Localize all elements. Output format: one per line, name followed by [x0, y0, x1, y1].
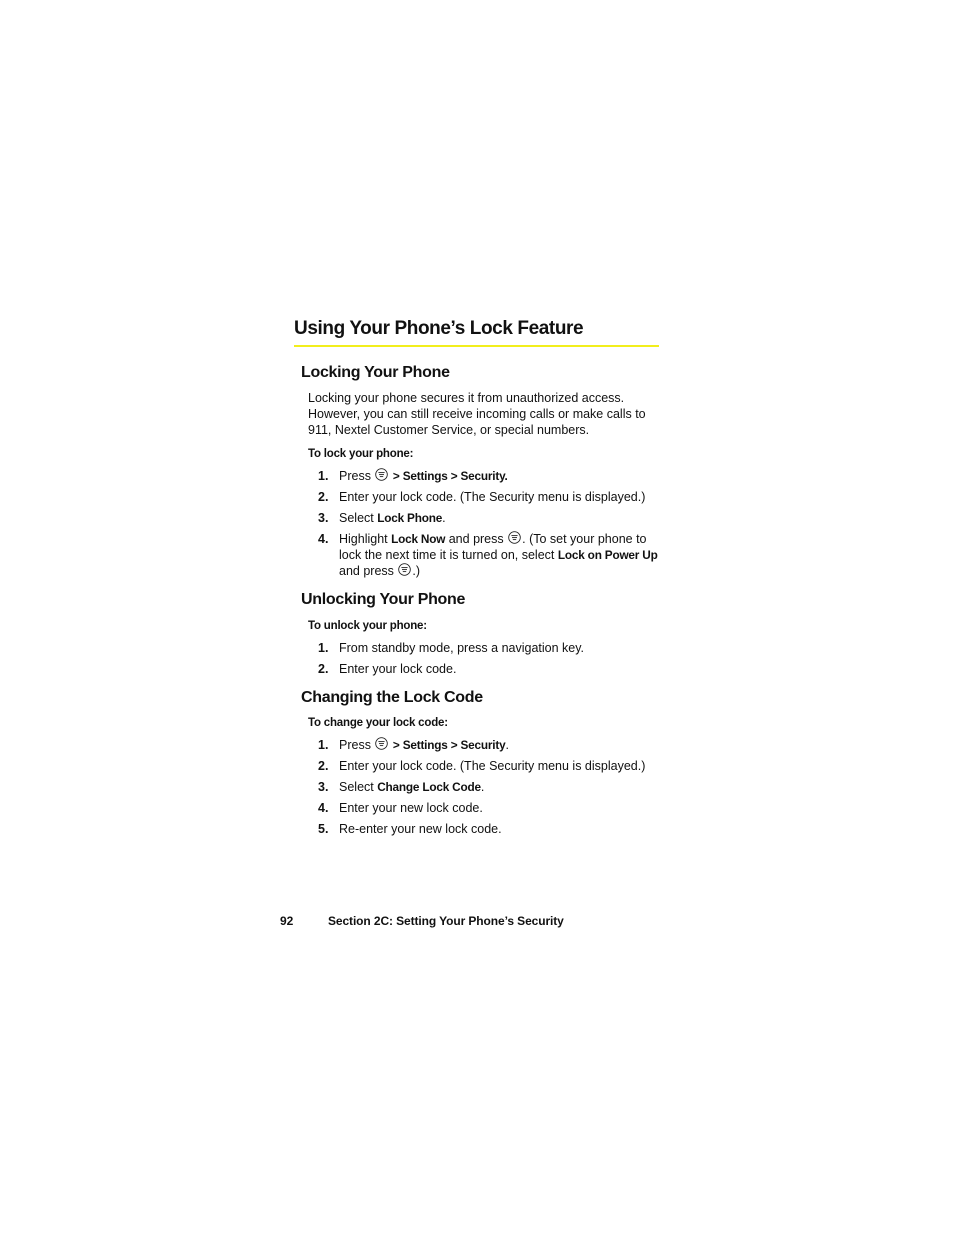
menu-path: > Settings > Security	[392, 738, 506, 752]
menu-ok-key-icon	[375, 737, 388, 750]
step-text: and press	[448, 532, 504, 546]
step-number: 5.	[318, 822, 329, 836]
step-text: Select	[339, 780, 374, 794]
menu-path: > Settings > Security.	[392, 469, 508, 483]
step-text: Highlight	[339, 532, 388, 546]
step-text: Select	[339, 511, 374, 525]
locking-heading: Locking Your Phone	[301, 364, 450, 381]
step-text: Re-enter your new lock code.	[339, 822, 502, 836]
step-text: .	[480, 780, 485, 794]
step-number: 2.	[318, 662, 329, 676]
step-number: 1.	[318, 738, 329, 752]
step-text: Enter your new lock code.	[339, 801, 483, 815]
page-number: 92	[280, 914, 294, 928]
step-text: and press	[339, 564, 394, 578]
step-text: From standby mode, press a navigation key.	[339, 641, 585, 655]
unlocking-heading: Unlocking Your Phone	[301, 591, 466, 608]
step-number: 1.	[318, 469, 329, 483]
changing-heading: Changing the Lock Code	[301, 689, 483, 706]
step-text: Enter your lock code. (The Security menu is displayed.)	[339, 759, 646, 773]
step-text: Enter your lock code. (The Security menu is displayed.)	[339, 490, 646, 504]
step-number: 2.	[318, 490, 329, 504]
step-number: 4.	[318, 801, 329, 815]
menu-item: Change Lock Code	[377, 780, 481, 794]
step-text: Press	[339, 469, 371, 483]
locking-paragraph: Locking your phone secures it from unauthorized access. However, you can still receive incoming calls or make calls to 911, Nextel Customer Service, or special numbers.	[308, 391, 646, 437]
changing-intro: To change your lock code:	[308, 717, 448, 729]
unlocking-intro: To unlock your phone:	[308, 620, 427, 632]
step-number: 3.	[318, 780, 329, 794]
locking-intro: To lock your phone:	[308, 448, 414, 460]
menu-item: Lock on Power Up	[557, 548, 658, 562]
menu-item: Lock Phone	[377, 511, 443, 525]
step-text: .	[505, 738, 509, 752]
step-text: Press	[339, 738, 371, 752]
menu-ok-key-icon	[508, 531, 521, 544]
step-number: 1.	[318, 641, 329, 655]
step-text: .	[442, 511, 446, 525]
step-number: 2.	[318, 759, 329, 773]
step-text: . (To set your phone to lock the next time it is turned on, select	[339, 532, 647, 562]
step-number: 4.	[318, 532, 329, 546]
step-text: .)	[412, 564, 421, 578]
menu-ok-key-icon	[375, 468, 388, 481]
step-number: 3.	[318, 511, 329, 525]
menu-item: Lock Now	[391, 532, 446, 546]
title-underline	[294, 345, 659, 347]
menu-ok-key-icon	[398, 563, 411, 576]
page-title: Using Your Phone’s Lock Feature	[294, 318, 584, 339]
step-text: Enter your lock code.	[339, 662, 457, 676]
footer-section-title: Section 2C: Setting Your Phone’s Security	[328, 914, 564, 928]
